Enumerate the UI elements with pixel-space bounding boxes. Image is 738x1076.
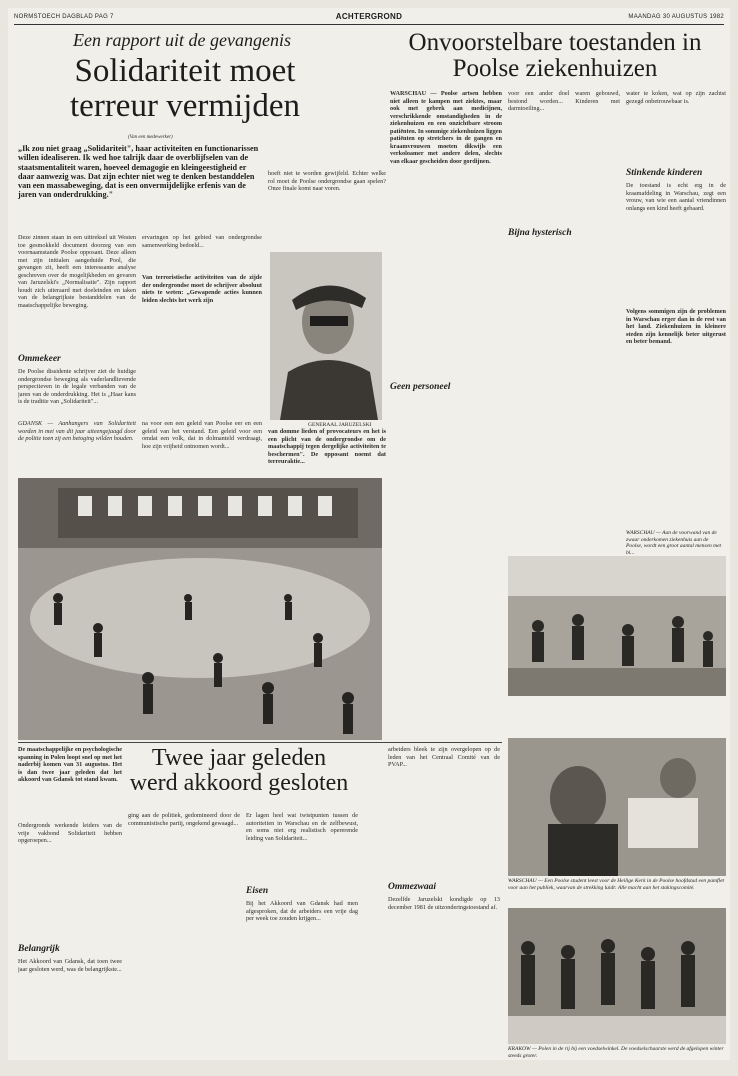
divider [18,742,502,743]
hospital-illustration [508,556,726,696]
article3-lead: De maatschappelijke en psychologische spanning in Polen loopt snel op met het naderbij komen van 31 augustus. Het is dan twee jaar geleden dat het akkoord van Gdansk tot stand kwam. [18,746,122,783]
article1-col3: hoeft niet te worden gewijfeld. Echter welke rol moet de Poolse ondergrondse gaan spelen? Onze finale komt naar voren. [268,170,386,192]
jaruzelski-photo [270,252,382,420]
warschau-caption-2: WARSCHAU — Een Poolse student leest voor de Heilige Kerk in de Poolse hoofdstad een pamflet voor aan het publiek, waarvan de strekking luidt: Alle macht aan het stakingscomité. [508,878,725,891]
article3-col4: arbeiders bleek te zijn overgelopen op de leden van het Centraal Comité van de PVAP... [388,746,500,768]
article2-col2: voor een ander doel waren gebouwd, bestond worden... Kinderen met darmtoeiling... [508,90,620,112]
article1-col2: ervaringen op het gebied van ondergrondse samenwerking bedoeld... [142,234,262,249]
article3-sub-ommezwaai: Ommezwaai [388,882,437,892]
newspaper-page [8,8,730,1060]
gdansk-crowd-photo [18,478,382,740]
article3-sub-belangrijk: Belangrijk [18,944,60,954]
article1-col-bottom-mid: van domme lieden of provocateurs en het is een plicht van de ondergrondse om de maatschappij tegen dergelijke activiteiten te beschermen". De opposant noemt dat terreuraktie... [268,428,386,465]
warschau-hospital-photo [508,556,726,696]
article1-sub-ommekeer: Ommekeer [18,354,61,364]
portrait-illustration [270,252,382,420]
page-header [14,12,724,25]
warschau-caption-1: WARSCHAU — Aan de voorwand van de zwaar onderkomen ziekenhuis aan de Poolse, wordt een groot aantal mensen met bl... [626,530,722,556]
header-date: MAANDAG 30 AUGUSTUS 1982 [628,14,724,20]
header-left: NORMSTOECH DAGBLAD PAG 7 [14,14,114,20]
article2-sub-personeel: Geen personeel [390,382,451,392]
student-pamphlet-photo [508,738,726,876]
article1-col2-bold: Van terroristische activiteiten van de zijde der ondergrondse moet de schrijver absoluut niets te weten: „Gewapende acties kunnen leiden slechts het werk zijn [142,274,262,304]
crowd-illustration [18,478,382,740]
student-illustration [508,738,726,876]
article2-col3: water te koken, wat op zijn zachtst gezegd onbetrouwbaar is. [626,90,726,105]
queue-illustration [508,908,726,1044]
article2-title: Onvoorstelbare toestanden in Poolse ziekenhuizen [408,29,702,82]
jaruzelski-caption: GENERAAL JARUZELSKI [308,422,372,428]
krakow-caption: KRAKOW — Polen in de rij bij een voedselwinkel. De voedselschaarste werd de afgelopen winter steeds groter. [508,1046,724,1059]
article1-col-bottom-left: na voor een een geleid van Poolse eer en een geleid van het verstand. Een geleid voor een omdat een volk, dat in dolmanteld verdraagt, hoe zijn vrijheid ontnomen wordt... [142,420,262,450]
article3-col1b: Het Akkoord van Gdansk, dat toen twee jaar gesloten werd, was de belangrijkste... [18,958,122,973]
article2-col1: WARSCHAU — Poolse artsen hebben niet alleen te kampen met ziektes, maar ook met gebrek aan medicijnen, verschrikkende omstandigheden in de ziekenhuizen en een onzichtbare stroom patiënten. In sommige ziekenhuizen liggen patiënten op stretchers in de gangen en kraamvrouwen moeten dikwijls een verkoloamer met andere delen, slechts van elkaar gescheiden door gordijnen. [390,90,502,165]
article1-kicker: Een rapport uit de gevangenis [73,30,291,50]
article2-sub-kinderen: Stinkende kinderen [626,168,703,178]
article1-byline: (Van een medewerker) [128,135,173,140]
article3-col2: ging aan de politiek, gedomineerd door de communistische partij, ongekend gewaagd... [128,812,240,827]
article2-col3-bold: Volgens sommigen zijn de problemen in Warschau erger dan in de rest van het land. Ziekenhuizen in kleinere steden zijn kennelijk beter uitgerust en beter bemand. [626,308,726,345]
article3-col3: Er lagen heel wat twistpunten tussen de autoriteiten in Warschau en de zelfbewust, en soms niet erg realistisch opererende leiding van Solidariteit... [246,812,358,842]
article3-title: Twee jaar geleden werd akkoord gesloten [129,745,349,796]
article3-col3b: Bij het Akkoord van Gdansk had men afgesproken, dat de arbeiders een vrije dag per week toe zouden krijgen... [246,900,358,922]
krakow-queue-photo [508,908,726,1044]
article3-col1: Ondergronds werkende leiders van de vrije vakbond Solidariteit hebben opgeroepen... [18,822,122,844]
article1-col1a: Deze zinnen staan in een uittreksel uit Westen toe gesmokkeld document doorzeg van een voornaamstande Poolse opposant. Deze alleen met zijn initialen aangeduide Pool, die gevangen zit, heeft een interessante analyse geschreven over de mogelijkheden en gevaren van Jaruzelski's „Normalisatie". Zijn rapport houdt zich uiteraard met doeleinden en taken van de belangrijkste bestanddelen van de maatschappelijke beweging. [18,234,136,309]
article2-sub-hysterisch: Bijna hysterisch [508,228,572,238]
article1-col1b: De Poolse dissidente schrijver ziet de huidige ondergrondse beweging als vaderlandlievende perspectieven in de legale verbanden van de jaren van de onderdrukking. Het is „Haar kans is de traditie van „Solidariteit"... [18,368,136,405]
article3-sub-eisen: Eisen [246,886,269,896]
article1-title: Solidariteit moet terreur vermijden [70,53,300,124]
article3-col4b: Dezelfde Jaruzelski kondigde op 13 december 1981 de uitzonderingstoestand af. [388,896,500,911]
article2-col3b: De toestand is echt erg in de kraamafdeling in Warschau, zegt een vrouw, van wie een aantal vriendinnen onlangs een kind heeft gebaard. [626,182,726,212]
section-title: ACHTERGROND [335,12,403,21]
article1-lead: „Ik zou niet graag „Solidariteit", haar activiteiten en functionarissen willen idealiseren. Ik wed hoe talrijk daar de overblijfselen van de staatsmentaliteit waren, hoeveel demagogie en kleingeestigheid er daar aanwezig was. Dat zijn echter niet weg te denken bestanddelen van een massabeweging, dat is een onvermijdelijke erfenis van de jaren van onderdrukking." [18,144,259,200]
gdansk-caption: GDANSK — Aanhangers van Solidariteit worden in mei van dit jaar uiteengejaagd door de politie toen zij een betoging wilden houden. [18,420,136,442]
